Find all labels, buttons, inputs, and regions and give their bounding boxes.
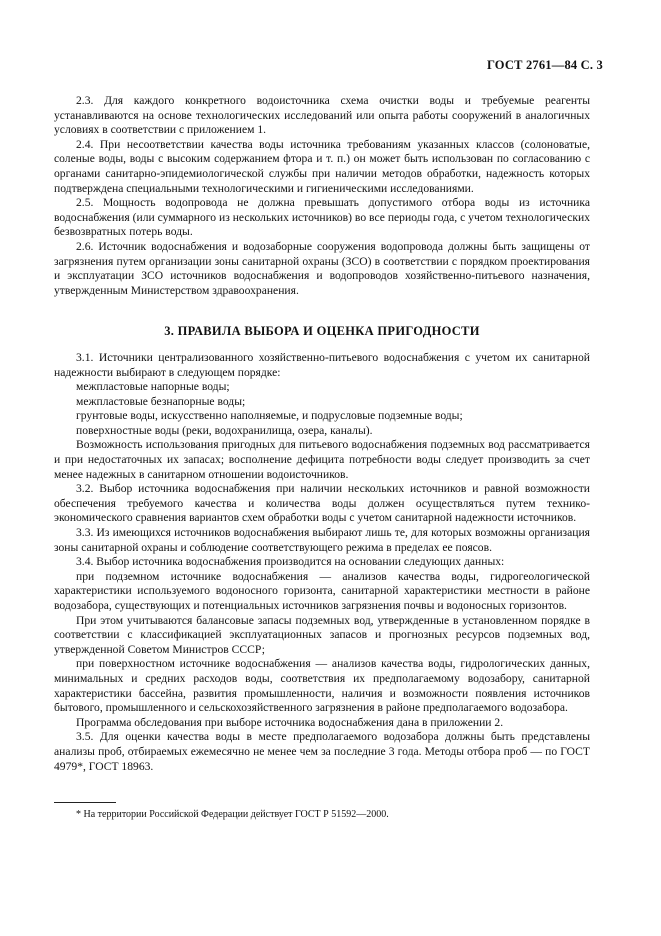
paragraph-2-4: 2.4. При несоответствии качества воды источника требованиям указанных классов (солоноватые, соленые воды, воды с высоким содержанием фтора и т. п.) он может быть использован по согласованию с органами санитарно-эпидемиологической службы при наличии методов обработки, надежность которых подтверждена специальными технологическими и гигиеническими исследованиями. [54, 137, 590, 195]
paragraph-2-3: 2.3. Для каждого конкретного водоисточника схема очистки воды и требуемые реагенты устанавливаются на основе технологических исследований или опыта работы сооружений в аналогичных условиях в соответствии с приложением 1. [54, 94, 590, 137]
paragraph-3-1: 3.1. Источники централизованного хозяйственно-питьевого водоснабжения с учетом их санитарной надежности выбирают в следующем порядке: [54, 350, 590, 379]
paragraph-3-4-reserves: При этом учитываются балансовые запасы подземных вод, утвержденные в установленном порядке в соответствии с классификацией эксплуатационных запасов и прогнозных ресурсов подземных вод, утвержденной Советом Министров СССР; [54, 613, 590, 656]
paragraph-3-4-program: Программа обследования при выборе источника водоснабжения дана в приложении 2. [76, 715, 504, 729]
paragraph-2-5: 2.5. Мощность водопровода не должна превышать допустимого отбора воды из источника водоснабжения (или суммарного из нескольких источников) во все периоды года, с учетом технологических безвозвратных потерь воды. [54, 196, 590, 239]
page-header: ГОСТ 2761—84 С. 3 [486, 58, 603, 72]
list-item: грунтовые воды, искусственно наполняемые, и подрусловые подземные воды; [76, 409, 463, 423]
list-item: межпластовые напорные воды; [76, 380, 230, 394]
list-item: поверхностные воды (реки, водохранилища, озера, каналы). [76, 423, 373, 437]
paragraph-3-5: 3.5. Для оценки качества воды в месте предполагаемого водозабора должны быть представлены анализы проб, отбираемых ежемесячно не менее чем за последние 3 года. Методы отбора проб — по ГОСТ 4979*, ГОСТ 18963. [54, 730, 590, 773]
section-title: 3. ПРАВИЛА ВЫБОРА И ОЦЕНКА ПРИГОДНОСТИ [164, 324, 480, 339]
list-item: межпластовые безнапорные воды; [76, 394, 246, 408]
paragraph-3-4-surface: при поверхностном источнике водоснабжения — анализов качества воды, гидрологических данных, минимальных и средних расходов воды, соответствия их предполагаемому водозабору, санитарной характеристики бассейна, развития промышленности, наличия и возможности появления источников бытового, промышленного и сельскохозяйственного загрязнения в районе предполагаемого водозабора. [54, 657, 590, 715]
paragraph-3-3: 3.3. Из имеющихся источников водоснабжения выбирают лишь те, для которых возможны организация зоны санитарной охраны и соблюдение соответствующего режима в пределах ее поясов. [54, 526, 590, 554]
paragraph-3-2: 3.2. Выбор источника водоснабжения при наличии нескольких источников и равной возможности обеспечения требуемого качества и количества воды должен осуществляться путем технико-экономического сравнения вариантов схем обработки воды с учетом санитарной надежности источников. [54, 482, 590, 525]
paragraph-2-6: 2.6. Источник водоснабжения и водозаборные сооружения водопровода должны быть защищены от загрязнения путем организации зоны санитарной охраны (ЗСО) в соответствии с порядком проектирования и эксплуатации ЗСО источников водоснабжения и водопроводов хозяйственно-питьевого назначения, утвержденным Министерством здравоохранения. [54, 239, 590, 297]
paragraph-3-4: 3.4. Выбор источника водоснабжения производится на основании следующих данных: [76, 555, 505, 569]
footnote-divider [54, 802, 116, 803]
footnote: * На территории Российской Федерации действует ГОСТ Р 51592—2000. [76, 809, 389, 820]
paragraph-3-4-underground: при подземном источнике водоснабжения — анализов качества воды, гидрогеологической характеристики используемого водоносного горизонта, санитарной характеристики местности в районе водозабора, существующих и потенциальных источников загрязнения почвы и водоносных горизонтов. [54, 569, 590, 612]
document-body [54, 94, 590, 774]
paragraph-3-1-note: Возможность использования пригодных для питьевого водоснабжения подземных вод рассматривается и при недостаточных их запасах; восполнение дефицита потребности воды следует производить за счет менее надежных в санитарном отношении водоисточников. [54, 438, 590, 481]
